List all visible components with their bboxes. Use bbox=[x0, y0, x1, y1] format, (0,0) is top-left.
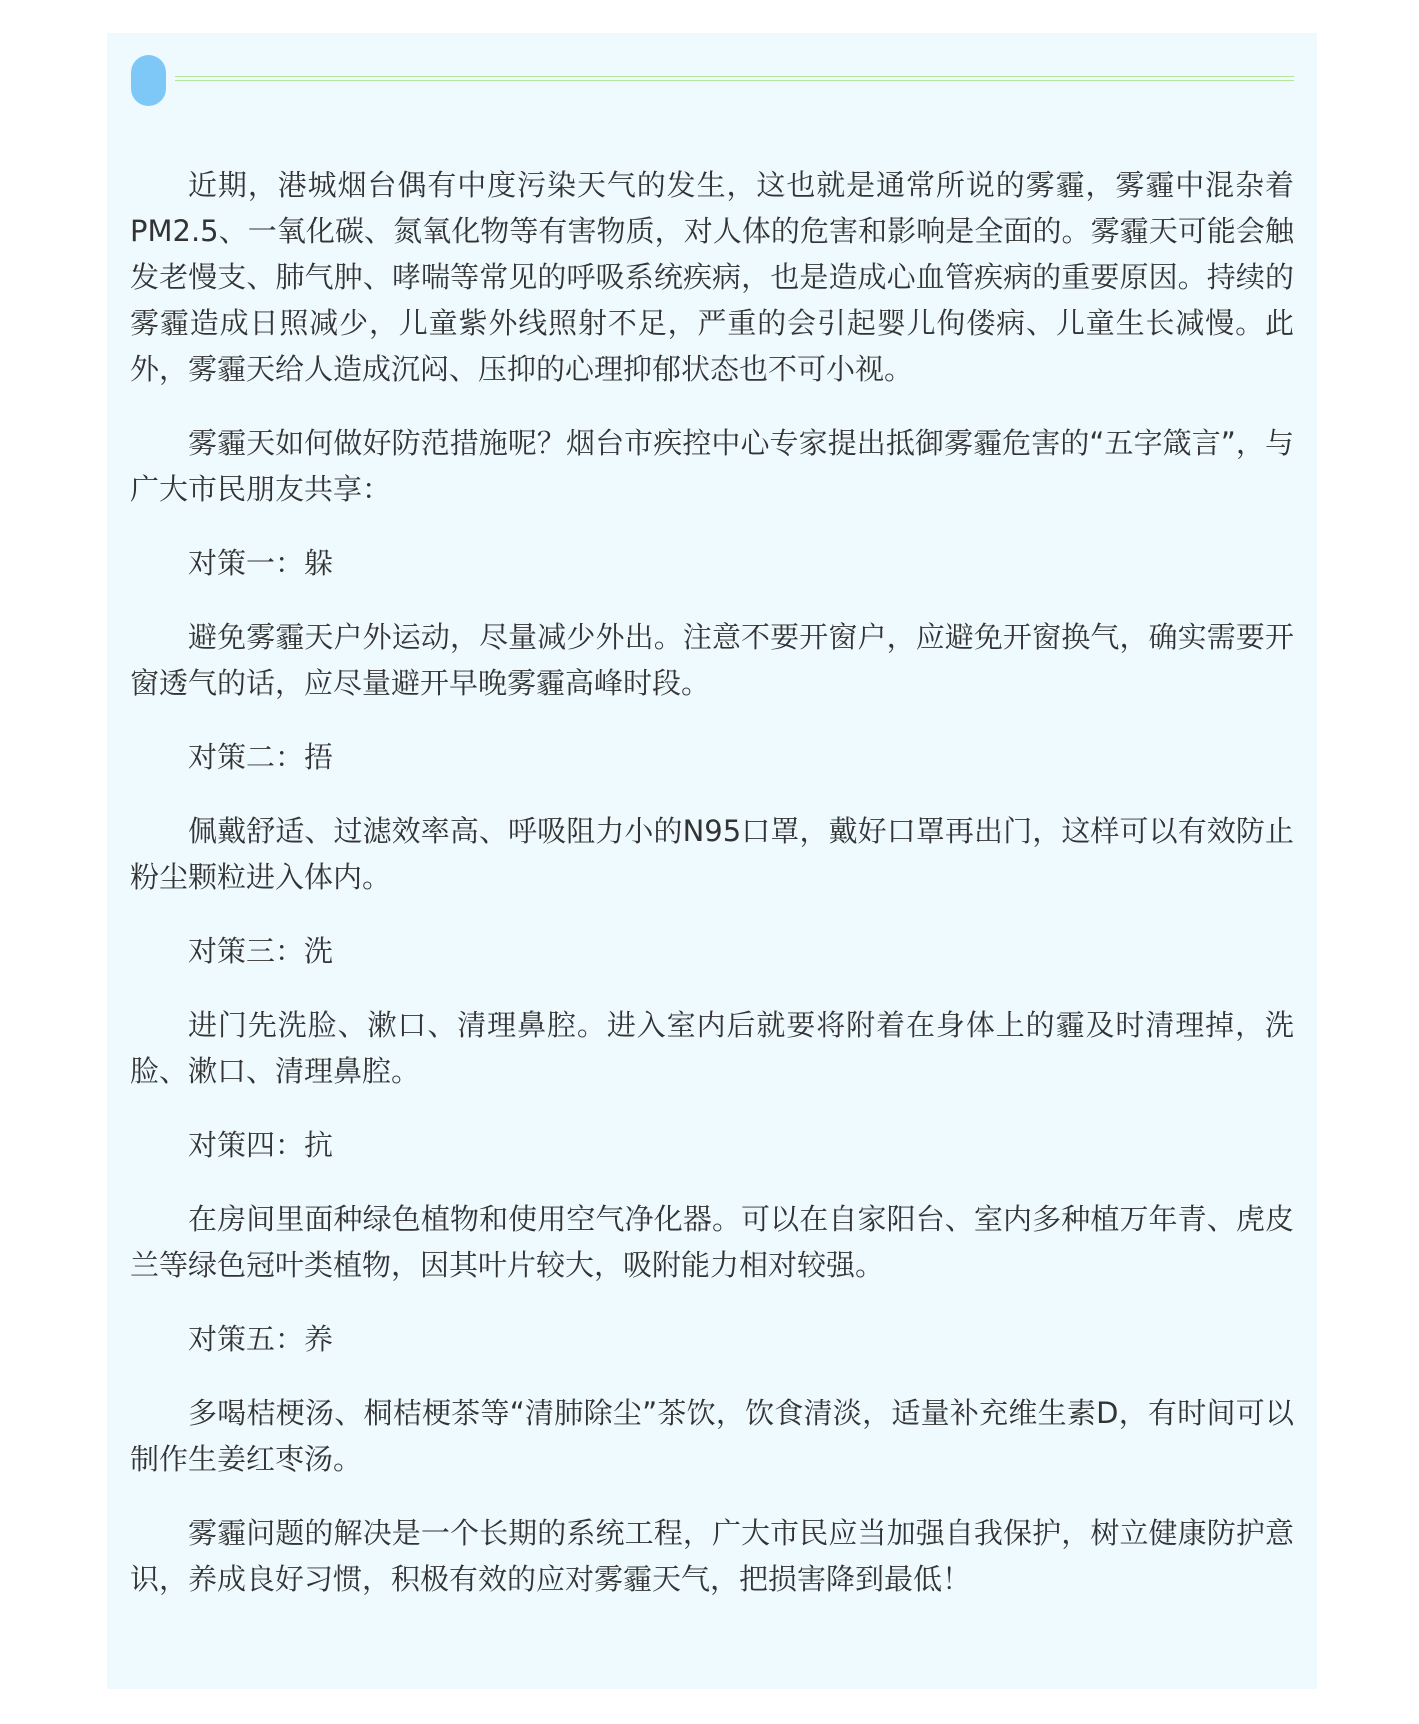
paragraph-conclusion: 雾霾问题的解决是一个长期的系统工程，广大市民应当加强自我保护，树立健康防护意识，养成良好习惯，积极有效的应对雾霾天气，把损害降到最低！ bbox=[130, 1516, 1294, 1596]
header-divider-line bbox=[175, 76, 1294, 81]
strategy-text-2: 佩戴舒适、过滤效率高、呼吸阻力小的N95口罩，戴好口罩再出门，这样可以有效防止粉尘颗粒进入体内。 bbox=[130, 814, 1294, 894]
article-card bbox=[107, 33, 1317, 1689]
strategy-text-3: 进门先洗脸、漱口、清理鼻腔。进入室内后就要将附着在身体上的霾及时清理掉，洗脸、漱口、清理鼻腔。 bbox=[130, 1008, 1294, 1088]
header-accent-pill bbox=[131, 55, 166, 106]
strategy-text-4: 在房间里面种绿色植物和使用空气净化器。可以在自家阳台、室内多种植万年青、虎皮兰等绿色冠叶类植物，因其叶片较大，吸附能力相对较强。 bbox=[130, 1202, 1294, 1282]
strategy-text-5: 多喝桔梗汤、桐桔梗茶等“清肺除尘”茶饮，饮食清淡，适量补充维生素D，有时间可以制作生姜红枣汤。 bbox=[130, 1396, 1294, 1476]
strategy-text-1: 避免雾霾天户外运动，尽量减少外出。注意不要开窗户，应避免开窗换气，确实需要开窗透气的话，应尽量避开早晚雾霾高峰时段。 bbox=[130, 620, 1294, 700]
strategy-heading-2: 对策二：捂 bbox=[188, 740, 334, 774]
strategy-heading-3: 对策三：洗 bbox=[188, 934, 334, 968]
strategy-heading-4: 对策四：抗 bbox=[188, 1128, 334, 1162]
strategy-heading-5: 对策五：养 bbox=[188, 1322, 334, 1356]
article-body bbox=[130, 162, 1294, 1630]
paragraph-intro: 近期，港城烟台偶有中度污染天气的发生，这也就是通常所说的雾霾，雾霾中混杂着PM2.5、一氧化碳、氮氧化物等有害物质，对人体的危害和影响是全面的。雾霾天可能会触发老慢支、肺气肿、哮喘等常见的呼吸系统疾病，也是造成心血管疾病的重要原因。持续的雾霾造成日照减少，儿童紫外线照射不足，严重的会引起婴儿佝偻病、儿童生长减慢。此外，雾霾天给人造成沉闷、压抑的心理抑郁状态也不可小视。 bbox=[130, 168, 1294, 386]
paragraph-question: 雾霾天如何做好防范措施呢？烟台市疾控中心专家提出抵御雾霾危害的“五字箴言”，与广大市民朋友共享： bbox=[130, 426, 1294, 506]
strategy-heading-1: 对策一：躲 bbox=[188, 546, 334, 580]
